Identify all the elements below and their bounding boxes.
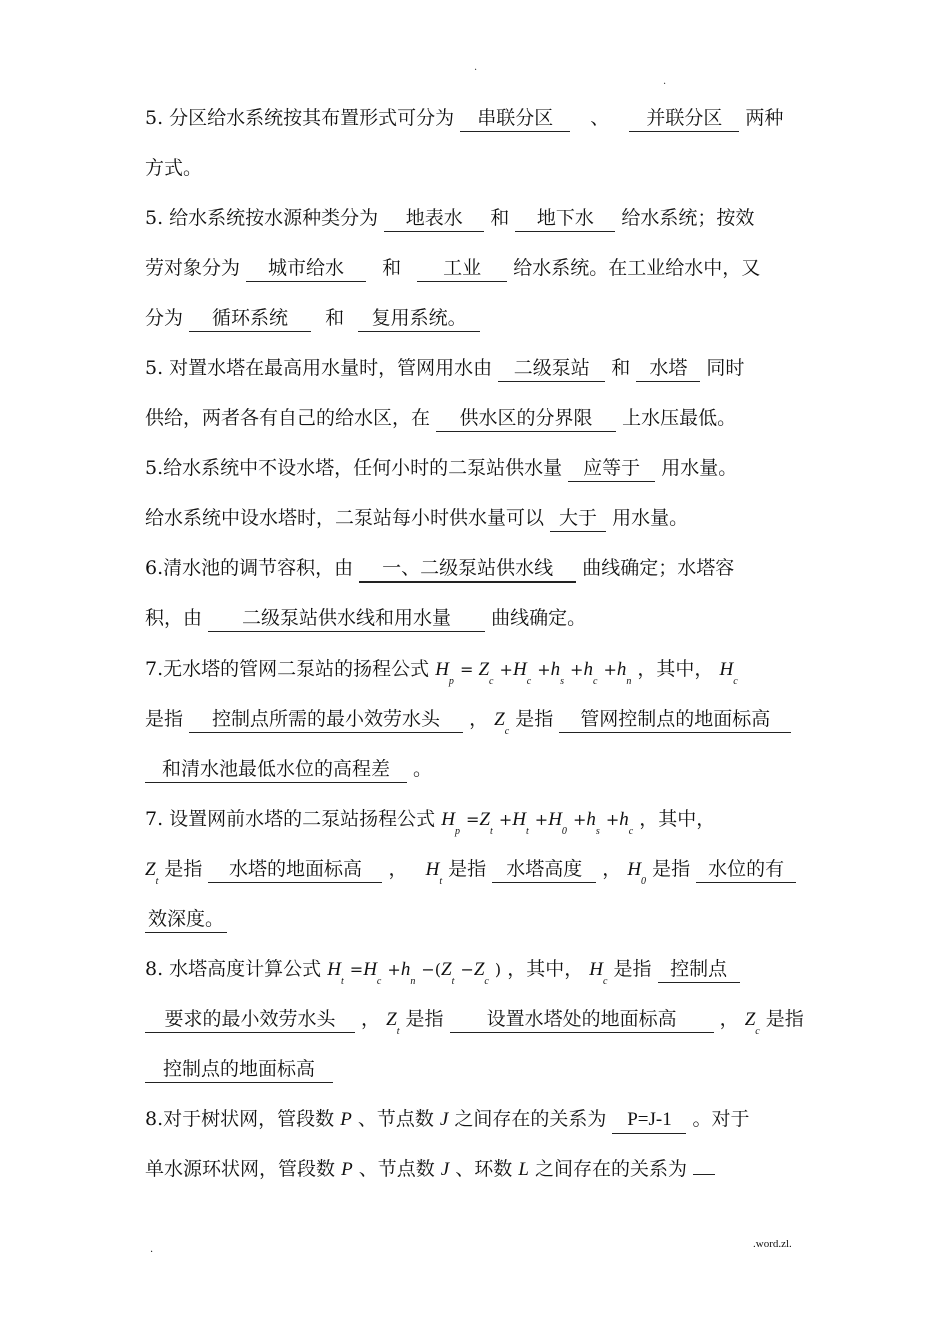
q4-line2-prefix: 给水系统中设水塔时，二泵站每小时供水量可以 — [145, 507, 545, 529]
answer-blank: 循环系统 — [189, 305, 311, 332]
var-l: L — [518, 1159, 529, 1180]
header-dot: . — [474, 62, 478, 73]
q6-line1: 7.无水塔的管网二泵站的扬程公式 $H_p = Z_c +H_c +h_s +h_c +h_n$ ，其中， $H_c$ — [145, 658, 738, 687]
q2-line3-prefix: 分为 — [145, 307, 184, 329]
q6-line2-mid: 是指 — [515, 708, 554, 730]
answer-blank: 设置水塔处的地面标高 — [450, 1006, 714, 1033]
separator: ， — [388, 858, 408, 880]
q9-line1 — [145, 1106, 750, 1134]
q6-line2: 是指 控制点所需的最小效劳水头 ， $Z_c$ 是指 管网控制点的地面标高 — [145, 706, 791, 736]
q5-line2 — [145, 605, 586, 632]
q6-prefix: 7.无水塔的管网二泵站的扬程公式 — [145, 658, 430, 680]
q3-line2-suffix: 上水压最低。 — [622, 407, 737, 429]
q7-mid: ，其中， — [639, 808, 716, 830]
answer-blank: 水塔高度 — [492, 856, 596, 883]
q2-line3 — [145, 305, 480, 332]
q2-line2-prefix: 劳对象分为 — [145, 257, 241, 279]
q9-sep: 、环数 — [455, 1158, 513, 1180]
separator: ， — [469, 708, 489, 730]
q7-line1 — [145, 806, 715, 836]
answer-blank: 水塔 — [636, 355, 700, 382]
answer-blank: 大于 — [550, 505, 606, 532]
q7-label: 是指 — [448, 858, 487, 880]
formula-tower-height: $H_t =H_c +h_n -(Z_t -Z_c$ ) — [327, 959, 502, 987]
q5-line2-prefix: 积，由 — [145, 607, 203, 629]
conjunction: 和 — [325, 307, 345, 329]
answer-blank: 一、二级泵站供水线 — [359, 555, 576, 583]
q3-prefix: 5. 对置水塔在最高用水量时，管网用水由 — [145, 357, 493, 379]
answer-blank: 应等于 — [568, 455, 655, 482]
q8-label: 是指 — [405, 1008, 444, 1030]
var-p: P — [340, 1109, 352, 1130]
q4-line2 — [145, 505, 688, 532]
q2-mid: 给水系统；按效 — [621, 207, 755, 229]
var-p: P — [341, 1159, 353, 1180]
q8-line2: 要求的最小效劳水头 ， $Z_t$ 是指 设置水塔处的地面标高 ， $Z_c$ 是指 — [145, 1006, 804, 1036]
q5-line1 — [145, 555, 734, 583]
answer-blank: 水塔的地面标高 — [208, 856, 382, 883]
conjunction: 和 — [382, 257, 402, 279]
answer-blank: 效深度。 — [145, 906, 227, 933]
q3-suffix: 同时 — [706, 357, 745, 379]
q8-prefix: 8. 水塔高度计算公式 — [145, 958, 322, 980]
answer-blank: 和清水池最低水位的高程差 — [145, 756, 407, 783]
q2-prefix: 5. 给水系统按水源种类分为 — [145, 207, 379, 229]
q6-line2-prefix: 是指 — [145, 708, 184, 730]
q1-line1 — [145, 105, 783, 132]
q3-line1 — [145, 355, 744, 382]
var-j: J — [440, 1159, 450, 1180]
separator: ， — [361, 1008, 381, 1030]
answer-blank: 二级泵站 — [498, 355, 605, 382]
q7-label: 是指 — [652, 858, 691, 880]
q6-mid: ，其中， — [637, 658, 714, 680]
q7-prefix: 7. 设置网前水塔的二泵站扬程公式 — [145, 808, 436, 830]
q5-suffix: 曲线确定；水塔容 — [582, 557, 735, 579]
q4-line2-suffix: 用水量。 — [612, 507, 689, 529]
footer-dot: . — [150, 1244, 154, 1255]
separator: 、 — [590, 107, 610, 129]
q6-line3 — [145, 756, 432, 783]
q9-line2-prefix: 单水源环状网，管段数 — [145, 1158, 336, 1180]
q3-line2-prefix: 供给，两者各有自己的给水区，在 — [145, 407, 431, 429]
answer-blank: 控制点所需的最小效劳水头 — [189, 706, 463, 733]
header-dot: . — [663, 76, 667, 87]
answer-blank: P=J-1 — [612, 1107, 686, 1134]
q1-suffix: 两种 — [745, 107, 784, 129]
q9-prefix: 8.对于树状网，管段数 — [145, 1108, 335, 1130]
q7-line2: $Z_t$ 是指 水塔的地面标高 ， $H_t$ 是指 水塔高度 ， $H_0$ 是指 水位的有 — [145, 856, 796, 886]
answer-blank: 城市给水 — [246, 255, 366, 282]
conjunction: 和 — [611, 357, 631, 379]
q5-line2-suffix: 曲线确定。 — [491, 607, 587, 629]
q8-label: 是指 — [613, 958, 652, 980]
q2-mid2: 给水系统。在工业给水中，又 — [513, 257, 761, 279]
answer-blank: 地下水 — [515, 205, 615, 232]
q9-line2 — [145, 1156, 715, 1183]
q9-suffix: 。对于 — [692, 1108, 750, 1130]
formula-pump-head: $H_p = Z_c +H_c +h_s +h_c +h_n$ — [435, 659, 632, 687]
q7-label: 是指 — [164, 858, 203, 880]
q8-line3 — [145, 1056, 333, 1083]
conjunction: 和 — [490, 207, 510, 229]
answer-blank: 管网控制点的地面标高 — [559, 706, 791, 733]
q8-label: 是指 — [765, 1008, 804, 1030]
q3-line2 — [145, 405, 736, 432]
answer-blank — [693, 1174, 715, 1175]
var-j: J — [439, 1109, 449, 1130]
q2-line1 — [145, 205, 754, 232]
q9-relation: 之间存在的关系为 — [454, 1108, 607, 1130]
q8-line1: 8. 水塔高度计算公式 $H_t =H_c +h_n -(Z_t -Z_c$ ) ，其中， $H_c$ 是指 控制点 — [145, 956, 740, 986]
footer-brand: .word.zl. — [753, 1238, 792, 1250]
q9-sep: 、节点数 — [357, 1108, 434, 1130]
answer-blank: 并联分区 — [629, 105, 739, 132]
q1-prefix: 5. 分区给水系统按其布置形式可分为 — [145, 107, 455, 129]
q9-sep: 、节点数 — [358, 1158, 435, 1180]
q4-line1 — [145, 455, 737, 482]
answer-blank: 地表水 — [384, 205, 484, 232]
q5-prefix: 6.清水池的调节容积，由 — [145, 557, 354, 579]
q4-suffix: 用水量。 — [661, 457, 738, 479]
q4-prefix: 5.给水系统中不设水塔，任何小时的二泵站供水量 — [145, 457, 563, 479]
formula-tower-pump-head: $H_p =Z_t +H_t +H_0 +h_s +h_c$ — [441, 809, 634, 837]
q6-end: 。 — [413, 758, 433, 780]
q1-line2: 方式。 — [145, 157, 203, 179]
q2-line2 — [145, 255, 760, 282]
answer-blank: 控制点 — [658, 956, 740, 983]
q7-line3 — [145, 906, 227, 933]
answer-blank: 水位的有 — [696, 856, 796, 883]
answer-blank: 要求的最小效劳水头 — [145, 1006, 355, 1033]
q8-mid: ，其中， — [507, 958, 584, 980]
answer-blank: 串联分区 — [460, 105, 570, 132]
answer-blank: 复用系统。 — [358, 305, 480, 332]
q9-line2-suffix: 之间存在的关系为 — [534, 1158, 687, 1180]
answer-blank: 控制点的地面标高 — [145, 1056, 333, 1083]
answer-blank: 工业 — [417, 255, 507, 282]
answer-blank: 供水区的分界限 — [436, 405, 616, 432]
answer-blank: 二级泵站供水线和用水量 — [208, 605, 485, 632]
